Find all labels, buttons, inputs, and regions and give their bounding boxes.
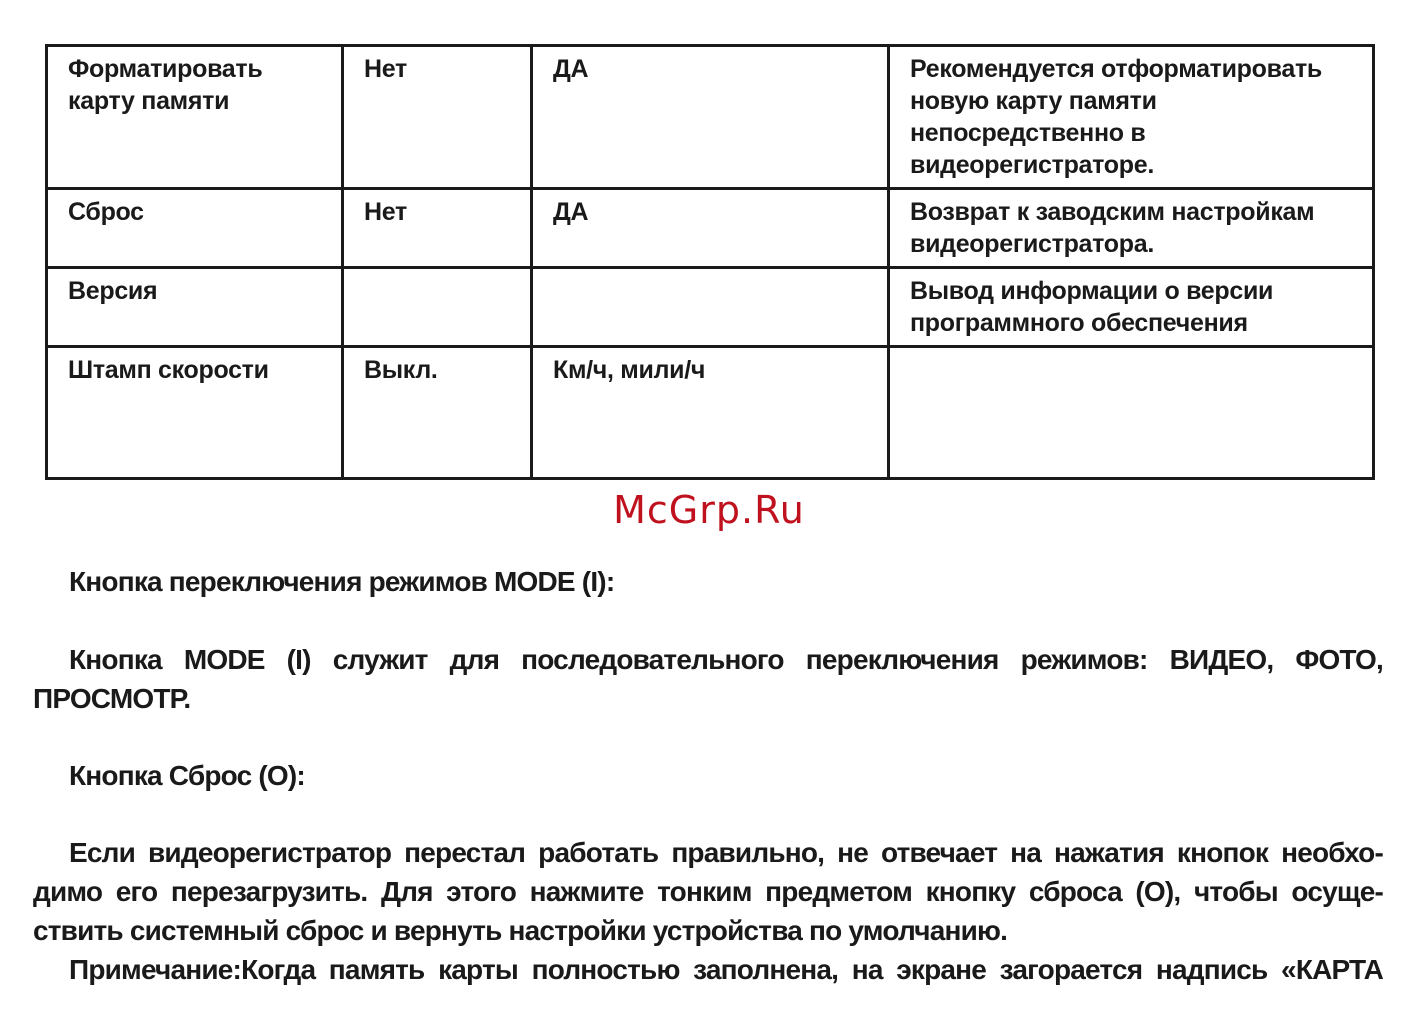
setting-name: Версия bbox=[47, 268, 343, 347]
setting-options bbox=[532, 268, 889, 347]
watermark: McGrp.Ru bbox=[613, 488, 805, 532]
setting-options: ДА bbox=[532, 46, 889, 189]
setting-options: ДА bbox=[532, 189, 889, 268]
setting-default bbox=[343, 268, 532, 347]
table-row bbox=[47, 347, 1374, 479]
reset-heading: Кнопка Сброс (O): bbox=[69, 760, 305, 791]
mode-text-line: Кнопка MODE (I) служит для последовательного переключения режимов: ВИДЕО, ФОТО, bbox=[69, 644, 1383, 675]
mode-heading: Кнопка переключения режимов MODE (I): bbox=[69, 566, 615, 597]
setting-name: Форматировать карту памяти bbox=[47, 46, 343, 189]
setting-default: Нет bbox=[343, 46, 532, 189]
reset-text-line: Если видеорегистратор перестал работать правильно, не отвечает на нажатия кнопок необхо- bbox=[69, 837, 1383, 868]
table-row bbox=[47, 46, 1374, 189]
setting-options: Км/ч, мили/ч bbox=[532, 347, 889, 479]
reset-text-line: димо его перезагрузить. Для этого нажмите тонким предметом кнопку сброса (O), чтобы осуще- bbox=[33, 876, 1383, 907]
setting-default: Нет bbox=[343, 189, 532, 268]
setting-default: Выкл. bbox=[343, 347, 532, 479]
table-row bbox=[47, 189, 1374, 268]
reset-text-line: ствить системный сброс и вернуть настройки устройства по умолчанию. bbox=[33, 915, 1008, 946]
table-row bbox=[47, 268, 1374, 347]
settings-table bbox=[45, 44, 1375, 480]
setting-description: Вывод информации о версии программного обеспечения bbox=[889, 268, 1374, 347]
mode-text-line: ПРОСМОТР. bbox=[33, 683, 191, 714]
note-line: Примечание:Когда память карты полностью заполнена, на экране загорается надпись «КАРТА bbox=[69, 954, 1383, 985]
setting-name: Штамп скорости bbox=[47, 347, 343, 479]
setting-description: Рекомендуется отформатировать новую карту памяти непосредственно в видеорегистраторе. bbox=[889, 46, 1374, 189]
setting-description bbox=[889, 347, 1374, 479]
setting-description: Возврат к заводским настройкам видеорегистратора. bbox=[889, 189, 1374, 268]
setting-name: Сброс bbox=[47, 189, 343, 268]
